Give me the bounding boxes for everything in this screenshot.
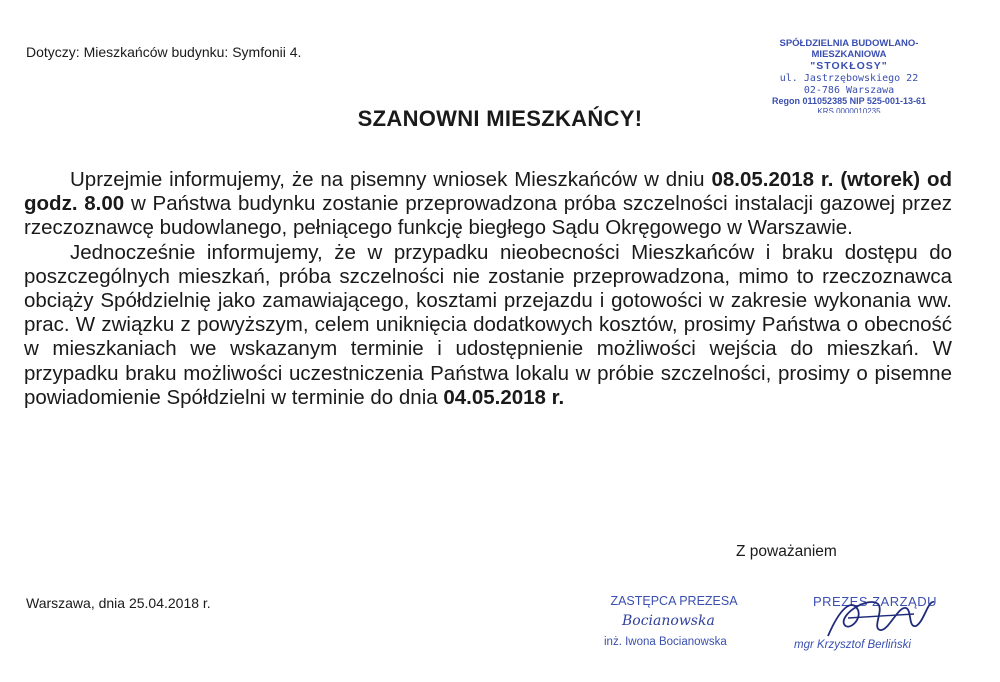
letter-body xyxy=(24,168,952,410)
stamp-line: "STOKŁOSY" xyxy=(810,60,888,73)
place-and-date: Warszawa, dnia 25.04.2018 r. xyxy=(26,595,211,611)
stamp-line: 02-786 Warszawa xyxy=(803,84,895,96)
closing-salutation: Z poważaniem xyxy=(736,543,837,560)
test-date: 08.05.2018 r. (wtorek) od godz. 8.00 xyxy=(24,168,952,216)
paragraph-1-intro: Uprzejmie informujemy, że na pisemny wniosek Mieszkańców w dniu xyxy=(70,168,705,191)
handwritten-signature-icon xyxy=(616,610,736,632)
handwriting-text: Bocianowska xyxy=(622,613,715,629)
stamp-line: KRS 0000010235 xyxy=(817,106,881,113)
signature-name: mgr Krzysztof Berliński xyxy=(794,639,911,651)
paragraph-2-text: Jednocześnie informujemy, że w przypadku nieobecności Mieszkańców i braku dostępu do poszczególnych mieszkań, próba szczelności nie zostanie przeprowadzona, mimo to rzeczoznawca obciąży Spółdzielnię jako zamawiającego, kosztami przejazdu i gotowości w zakresie wykonania ww. prac. W związku z powyższym, celem uniknięcia dodatkowych kosztów, prosimy Państwa o obecność w mieszkaniach we wskazanym terminie i udostępnienie możliwości wejścia do mieszkań. W przypadku braku możliwości uczestniczenia Państwa lokalu w próbie szczelności, prosimy o pisemne powiadomienie Spółdzielni w terminie do dnia xyxy=(24,240,952,409)
deadline-date: 04.05.2018 r. xyxy=(443,385,565,409)
stamp-line: Regon 011052385 NIP 525-001-13-61 xyxy=(772,96,926,107)
stamp-line: ul. Jastrzębowskiego 22 xyxy=(779,72,919,84)
signature-title: PREZES ZARZĄDU xyxy=(812,594,937,609)
signature-name: inż. Iwona Bocianowska xyxy=(604,636,727,648)
page-title: SZANOWNI MIESZKAŃCY! xyxy=(357,106,643,131)
stamp-line: SPÓŁDZIELNIA BUDOWLANO-MIESZKANIOWA xyxy=(779,38,919,61)
signature-title: ZASTĘPCA PREZESA xyxy=(610,594,738,608)
signature-block-deputy xyxy=(594,594,754,648)
signature-block-president xyxy=(790,594,960,651)
document-reference: Dotyczy: Mieszkańców budynku: Symfonii 4. xyxy=(26,44,302,60)
cooperative-stamp xyxy=(746,38,952,113)
paragraph-2 xyxy=(24,241,952,410)
paragraph-1 xyxy=(24,168,952,241)
paragraph-1-rest: w Państwa budynku zostanie przeprowadzona próba szczelności instalacji gazowej przez rzeczoznawcę budowlanego, pełniącego funkcję biegłego Sądu Okręgowego w Warszawie. xyxy=(24,192,952,240)
